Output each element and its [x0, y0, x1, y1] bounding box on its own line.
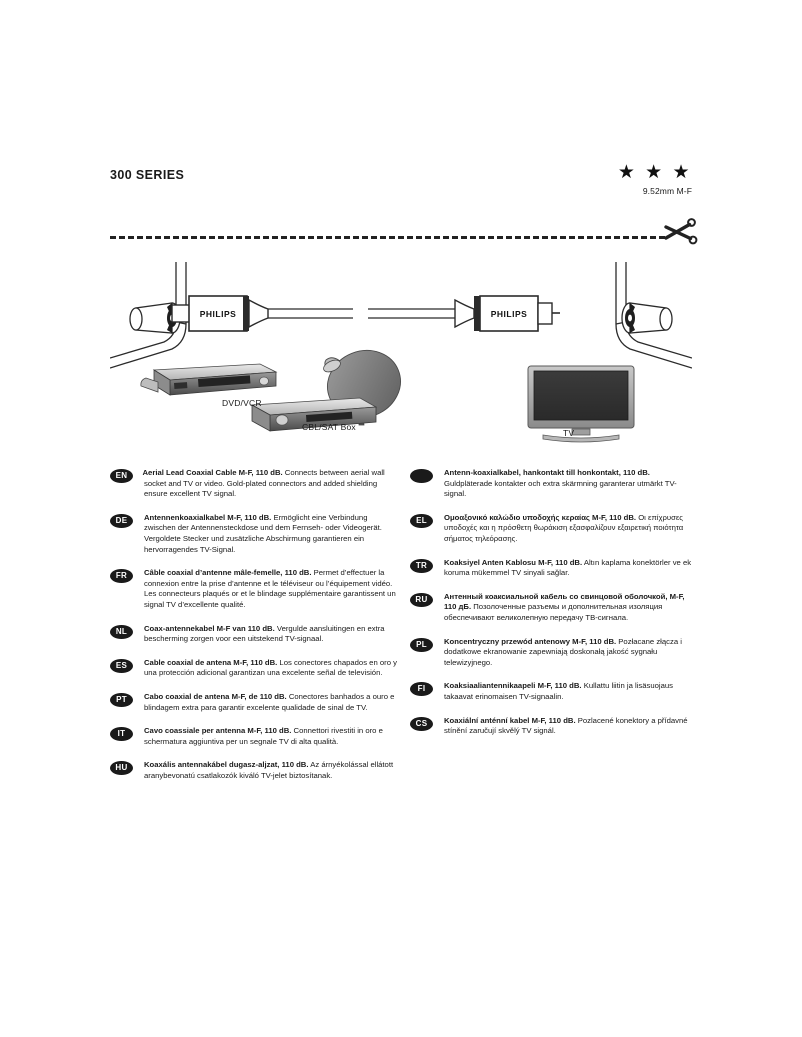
language-product-title: Cable coaxial de antena M-F, 110 dB.	[144, 657, 278, 667]
language-description-text	[144, 692, 398, 713]
language-description-text	[144, 513, 398, 555]
cut-line-area	[110, 228, 692, 254]
language-entry	[110, 658, 398, 679]
language-product-body: Permet d’effectuer la connexion entre la prise d’antenne et le téléviseur ou l’équipement vidéo. Les connecteurs plaqués or et le blindage supplémentaire garantissent un signal TV d’excellente qualité.	[144, 568, 396, 609]
language-product-title: Ομοαξονικό καλώδιο υποδοχής κεραίας M-F, 110 dB.	[444, 512, 637, 522]
language-product-title: Antennenkoaxialkabel M-F, 110 dB.	[144, 512, 272, 522]
language-product-body: Kullattu liitin ja lisäsuojaus takaavat erinomaisen TV-signaalin.	[444, 681, 674, 701]
language-product-body: Οι επίχρυσες υποδοχές και η πρόσθετη θωράκιση εξασφαλίζουν εξαιρετική ποιότητα σήματος τηλεόρασης.	[444, 512, 684, 543]
language-product-body: Conectores banhados a ouro e blindagem extra para garantir excelente qualidade de sinal de TV.	[144, 691, 395, 712]
device-label-dvd: DVD/VCR	[222, 398, 262, 408]
language-product-body: Ermöglicht eine Verbindung zwischen der Antennensteckdose und dem Fernseh- oder Videogerät. Vergoldete Stecker und zusätzliche Abschirmung garantieren ein hervorragendes TV-Signal.	[144, 512, 382, 554]
language-entry	[110, 726, 398, 747]
language-column-right	[410, 468, 698, 750]
language-code-badge: EN	[110, 469, 133, 483]
language-entry	[110, 513, 398, 555]
language-code-badge: IT	[110, 727, 133, 741]
language-product-body: Pozlacené konektory a přídavné stínění zaručují skvělý TV signál.	[444, 715, 688, 736]
language-product-body: Позолоченные разъемы и дополнительная изоляция обеспечивают великолепную передачу ТВ-сигнала.	[444, 602, 663, 622]
language-product-title: Koaxális antennakábel dugasz-aljzat, 110 dB.	[144, 760, 309, 770]
rating-block	[618, 163, 692, 196]
language-description-text	[144, 760, 398, 781]
language-code-badge: FI	[410, 682, 433, 696]
language-code-badge: PT	[110, 693, 133, 707]
language-product-body: Connects between aerial wall socket and TV or video. Gold-plated connectors and added shielding ensure excellent TV signal.	[144, 468, 385, 499]
language-description-text	[144, 468, 398, 500]
language-product-title: Aerial Lead Coaxial Cable M-F, 110 dB.	[142, 468, 283, 477]
device-label-cbl-sat: CBL/SAT Box	[302, 422, 356, 432]
language-code-badge: TR	[410, 559, 433, 573]
connection-diagram	[110, 262, 692, 452]
language-product-title: Cabo coaxial de antena M-F, de 110 dB.	[144, 691, 287, 701]
language-product-title: Koaksiaaliantennikaapeli M-F, 110 dB.	[444, 681, 582, 691]
device-label-tv: TV	[563, 428, 575, 438]
language-code-badge: HU	[110, 761, 133, 775]
language-product-body: Altın kaplama konektörler ve ek koruma mükemmel TV sinyali sağlar.	[444, 557, 692, 578]
language-code-badge: ES	[110, 659, 133, 673]
language-entry	[410, 513, 698, 545]
cable-connector-right	[455, 296, 560, 331]
language-product-body: Az árnyékolással ellátott aranybevonatú csatlakozók kiváló TV-jelet biztosítanak.	[144, 760, 394, 780]
cable-gauge-label: 9.52mm M-F	[642, 186, 692, 196]
language-entry	[110, 692, 398, 713]
language-product-title: Koaksiyel Anten Kablosu M-F, 110 dB.	[444, 557, 583, 567]
dvd-vcr-device	[141, 364, 276, 395]
language-code-badge: FR	[110, 569, 133, 583]
language-entry	[410, 558, 698, 579]
language-entry	[410, 468, 698, 500]
language-code-badge: CS	[410, 717, 433, 731]
language-code-badge: NL	[110, 625, 133, 639]
language-product-body: Los conectores chapados en oro y una protección adicional garantizan una excelente señal de televisión.	[144, 657, 397, 678]
language-entry	[110, 468, 398, 500]
language-description-text	[444, 637, 698, 669]
page-header	[110, 162, 692, 216]
language-description-text	[444, 681, 698, 702]
language-entry	[410, 592, 698, 624]
language-code-badge: PL	[410, 638, 433, 652]
language-product-body: Connettori rivestiti in oro e schermatura aggiuntiva per un segnale TV di alta qualità.	[144, 726, 383, 746]
language-description-text	[444, 558, 698, 579]
right-aerial-socket	[622, 303, 672, 333]
language-description-text	[444, 468, 698, 500]
language-product-title: Cavo coassiale per antenna M-F, 110 dB.	[144, 726, 292, 736]
language-product-title: Coax-antennekabel M-F van 110 dB.	[144, 623, 275, 633]
language-code-badge: RU	[410, 593, 433, 607]
language-column-left	[110, 468, 398, 794]
language-product-title: Antenn-koaxialkabel, hankontakt till honkontakt, 110 dB.	[444, 468, 650, 477]
language-product-title: Koncentryczny przewód antenowy M-F, 110 dB.	[444, 636, 617, 646]
philips-logo-left: PHILIPS	[199, 309, 237, 319]
star-rating-icon: ★ ★ ★	[617, 162, 692, 183]
cable-lead-right	[368, 309, 455, 318]
language-entry	[410, 637, 698, 669]
language-product-title: Koaxiální anténní kabel M-F, 110 dB.	[444, 715, 576, 725]
language-description-text	[144, 568, 398, 610]
language-description-text	[144, 658, 398, 679]
language-product-title: Câble coaxial d’antenne mâle-femelle, 110 dB.	[144, 568, 312, 578]
language-description-text	[444, 592, 698, 624]
language-product-body: Guldpläterade kontakter och extra skärmning garanterar utmärkt TV-signal.	[444, 478, 677, 499]
language-description-text	[144, 726, 398, 747]
language-code-badge	[410, 469, 433, 483]
language-entry	[410, 716, 698, 737]
language-description-text	[444, 513, 698, 545]
dashed-cut-line	[110, 236, 665, 239]
language-code-badge: DE	[110, 514, 133, 528]
language-entry	[110, 568, 398, 610]
language-product-body: Pozłacane złącza i dodatkowe ekranowanie zapewniają doskonałą jakość sygnału telewizyjnego.	[444, 636, 682, 667]
language-code-badge: EL	[410, 514, 433, 528]
language-entry	[110, 760, 398, 781]
cable-lead-left	[268, 309, 353, 318]
language-entry	[410, 681, 698, 702]
scissors-icon	[664, 218, 698, 248]
tv-device	[528, 366, 634, 442]
language-description-text	[444, 716, 698, 737]
language-description-text	[144, 624, 398, 645]
philips-logo-right: PHILIPS	[490, 309, 528, 319]
language-product-body: Vergulde aansluitingen en extra bescherming zorgen voor een uitstekend TV-signaal.	[144, 623, 385, 644]
language-product-title: Антенный коаксиальной кабель со свинцовой оболочкой, M-F, 110 дБ.	[444, 591, 685, 612]
series-title: 300 SERIES	[110, 168, 185, 182]
language-entry	[110, 624, 398, 645]
